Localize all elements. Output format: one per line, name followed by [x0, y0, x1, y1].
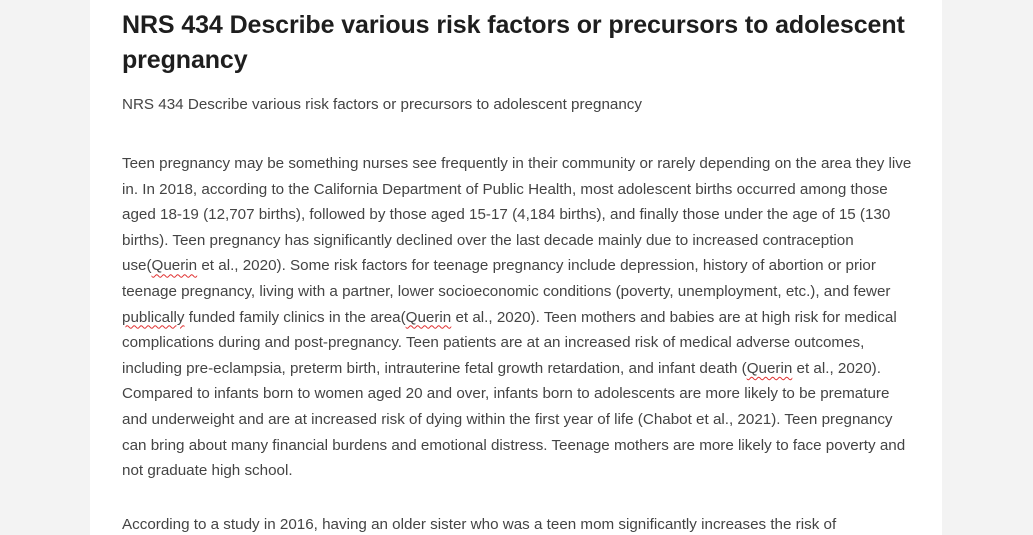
body-paragraph-1 [122, 151, 912, 484]
spellcheck-word[interactable]: Querin [151, 257, 198, 275]
spellcheck-word[interactable]: Querin [746, 359, 793, 377]
spellcheck-word[interactable]: Querin [405, 308, 452, 326]
text-run: et al., 2020). Teen mothers and babies are at high risk for medical complications during and post-pregnancy. Teen patients are at an increased risk of medical adverse outcomes, including pre-eclampsia, preterm birth, intrauterine fetal growth retardation, and infant death ( [122, 308, 897, 377]
article-content [122, 8, 912, 535]
text-run: et al., 2020). Compared to infants born to women aged 20 and over, infants born to adolescents are more likely to be premature and underweight and are at increased risk of dying within the first year of life (Chabot et al., 2021). Teen pregnancy can bring about many financial burdens and emotional distress. Teenage mothers are more likely to face poverty and not graduate high school. [122, 359, 906, 480]
article-page [90, 0, 942, 535]
text-run: funded family clinics in the area( [184, 308, 406, 326]
spellcheck-word[interactable]: publically [122, 308, 185, 326]
body-paragraph-2: According to a study in 2016, having an older sister who was a teen mom significantly increases the risk of [122, 515, 837, 533]
page-subtitle: NRS 434 Describe various risk factors or precursors to adolescent pregnancy [122, 96, 642, 113]
page-title: NRS 434 Describe various risk factors or precursors to adolescent pregnancy [122, 11, 905, 74]
text-run: et al., 2020). Some risk factors for teenage pregnancy include depression, history of abortion or prior teenage pregnancy, living with a partner, lower socioeconomic conditions (poverty, unemployment, etc.), and fewer [122, 257, 891, 300]
text-run: Teen pregnancy may be something nurses see frequently in their community or rarely depending on the area they live in. In 2018, according to the California Department of Public Health, most adolescent births occurred among those aged 18-19 (12,707 births), followed by those aged 15-17 (4,184 births), and finally those under the age of 15 (130 births). Teen pregnancy has significantly declined over the last decade mainly due to increased contraception use( [122, 155, 912, 275]
